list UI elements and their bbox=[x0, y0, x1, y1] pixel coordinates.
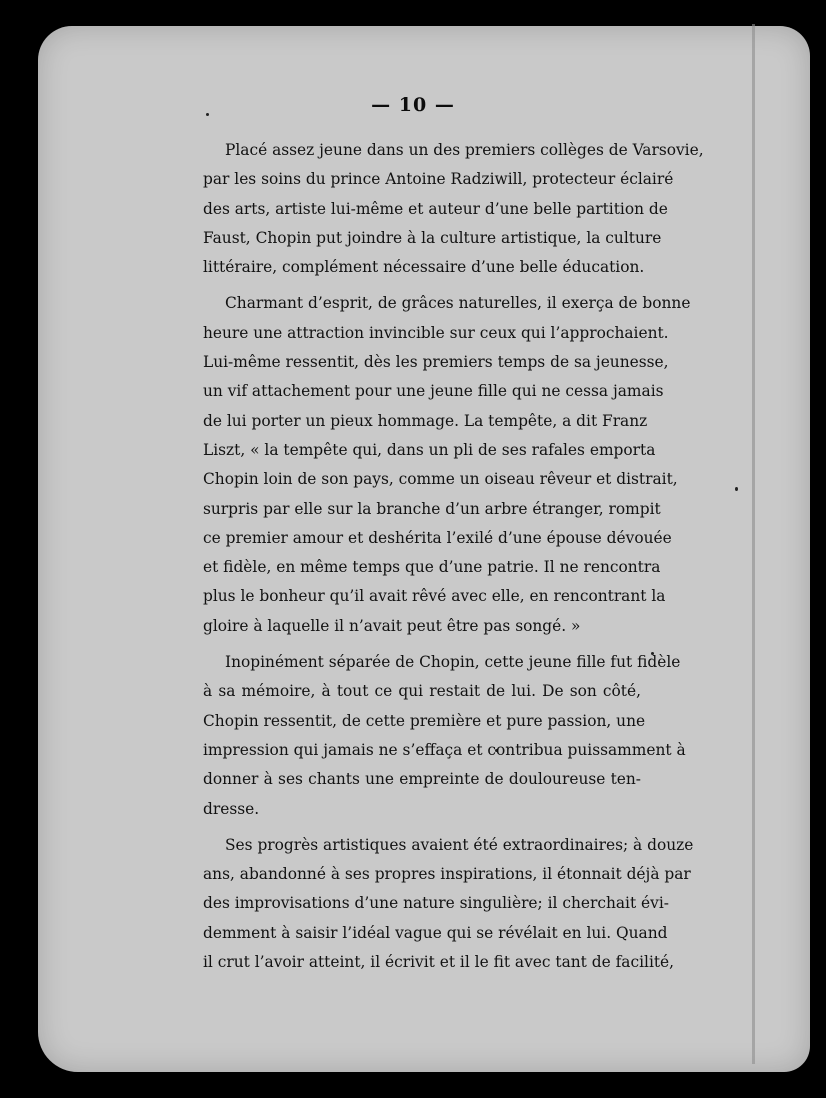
page-number: — 10 — bbox=[371, 94, 455, 116]
body-text bbox=[203, 136, 704, 984]
text-line: Inopinément séparée de Chopin, cette jeune fille fut fidèle bbox=[225, 653, 681, 672]
paragraph bbox=[203, 648, 686, 824]
text-line: dresse. bbox=[203, 799, 260, 818]
text-line: par les soins du prince Antoine Radziwill, protecteur éclairé bbox=[203, 170, 674, 189]
text-line: impression qui jamais ne s’effaça et contribua puissamment à bbox=[203, 740, 686, 759]
text-line: ans, abandonné à ses propres inspirations, il étonnait déjà par bbox=[203, 865, 691, 884]
text-line: un vif attachement pour une jeune fille qui ne cessa jamais bbox=[203, 382, 664, 401]
text-line: Faust, Chopin put joindre à la culture artistique, la culture bbox=[203, 228, 662, 247]
text-line: Chopin ressentit, de cette première et pure passion, une bbox=[203, 711, 646, 730]
text-line: Lui-même ressentit, dès les premiers temps de sa jeunesse, bbox=[203, 353, 669, 372]
paragraph bbox=[203, 136, 704, 282]
text-line: Liszt, « la tempête qui, dans un pli de ses rafales emporta bbox=[203, 440, 656, 459]
text-line: ce premier amour et deshérita l’exilé d’une épouse dévouée bbox=[203, 528, 672, 547]
text-line: et fidèle, en même temps que d’une patrie. Il ne rencontra bbox=[203, 558, 661, 577]
text-line: il crut l’avoir atteint, il écrivit et il le fit avec tant de facilité, bbox=[203, 953, 675, 972]
text-line: gloire à laquelle il n’avait peut être pas songé. » bbox=[203, 616, 581, 635]
text-line: surpris par elle sur la branche d’un arbre étranger, rompit bbox=[203, 499, 661, 518]
text-line: Chopin loin de son pays, comme un oiseau rêveur et distrait, bbox=[203, 470, 678, 489]
text-line: plus le bonheur qu’il avait rêvé avec elle, en rencontrant la bbox=[203, 587, 666, 606]
text-line: Ses progrès artistiques avaient été extraordinaires; à douze bbox=[225, 835, 694, 854]
text-line: donner à ses chants une empreinte de douloureuse ten- bbox=[203, 770, 641, 789]
text-line: à sa mémoire, à tout ce qui restait de lui. De son côté, bbox=[203, 682, 641, 701]
text-line: Placé assez jeune dans un des premiers collèges de Varsovie, bbox=[225, 141, 704, 159]
text-line: de lui porter un pieux hommage. La tempête, a dit Franz bbox=[203, 411, 648, 430]
text-line: littéraire, complément nécessaire d’une belle éducation. bbox=[203, 258, 645, 277]
text-line: des improvisations d’une nature singulière; il cherchait évi- bbox=[203, 894, 669, 913]
paragraph bbox=[203, 289, 691, 641]
text-line: demment à saisir l’idéal vague qui se révélait en lui. Quand bbox=[203, 923, 668, 942]
page-fold-shadow bbox=[752, 24, 755, 1064]
text-line: Charmant d’esprit, de grâces naturelles, il exerça de bonne bbox=[225, 294, 691, 313]
text-line: des arts, artiste lui-même et auteur d’une belle partition de bbox=[203, 199, 668, 218]
ink-speck bbox=[735, 487, 738, 491]
text-line: heure une attraction invincible sur ceux qui l’approchaient. bbox=[203, 323, 669, 342]
paragraph bbox=[203, 831, 694, 977]
